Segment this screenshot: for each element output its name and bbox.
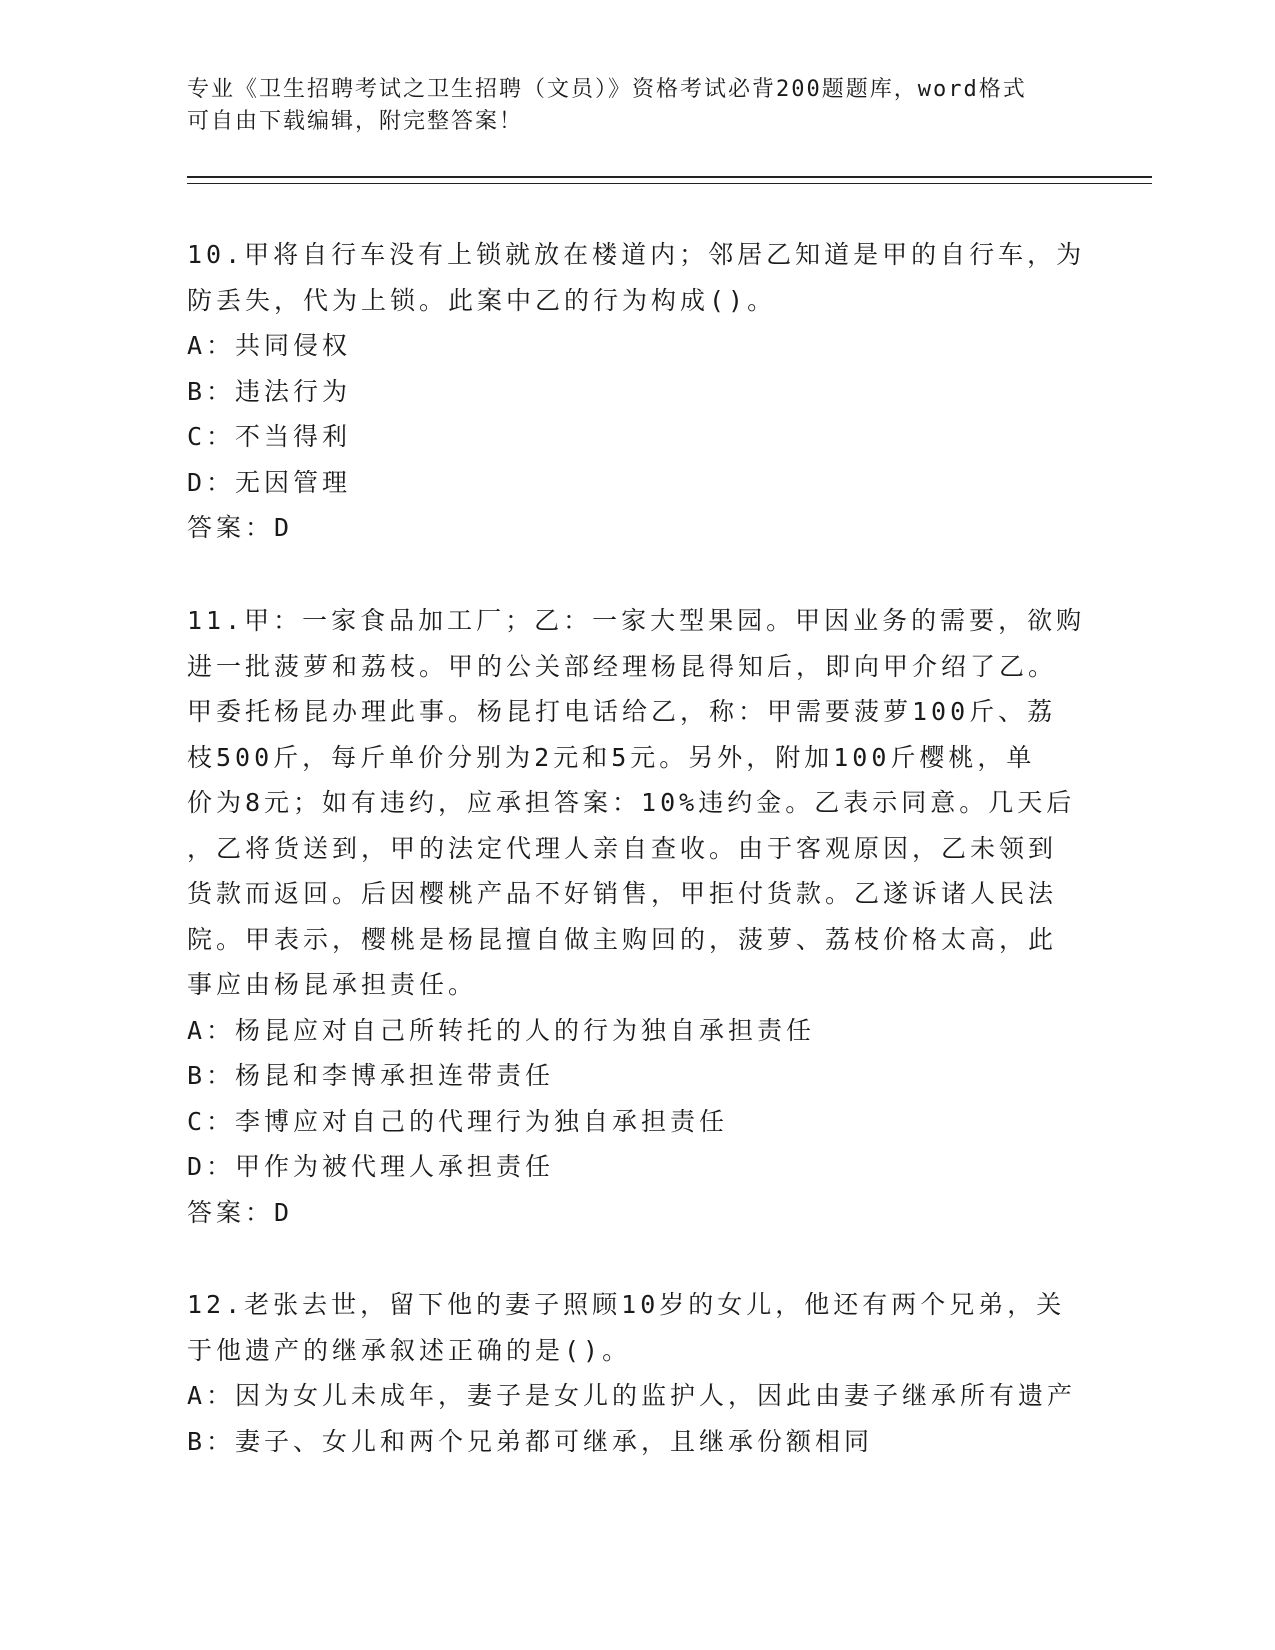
option-a: A：杨昆应对自己所转托的人的行为独自承担责任 (187, 1015, 816, 1045)
question-stem: 货款而返回。后因樱桃产品不好销售，甲拒付货款。乙遂诉诸人民法 (187, 879, 1058, 908)
question-11 (187, 598, 1086, 1235)
option-b: B：妻子、女儿和两个兄弟都可继承，且继承份额相同 (187, 1426, 874, 1456)
question-stem: 事应由杨昆承担责任。 (187, 970, 478, 999)
question-stem: 价为8元；如有违约，应承担答案：10%违约金。乙表示同意。几天后 (187, 788, 1076, 817)
option-d: D：无因管理 (187, 467, 352, 497)
question-stem: 12.老张去世，留下他的妻子照顾10岁的女儿，他还有两个兄弟，关 (187, 1290, 1066, 1319)
question-stem: 10.甲将自行车没有上锁就放在楼道内；邻居乙知道是甲的自行车，为 (187, 240, 1086, 269)
option-b: B：杨昆和李博承担连带责任 (187, 1061, 555, 1090)
question-stem: 防丢失，代为上锁。此案中乙的行为构成()。 (187, 285, 777, 315)
question-stem: 院。甲表示，樱桃是杨昆擅自做主购回的，菠萝、荔枝价格太高，此 (187, 924, 1058, 954)
question-10 (187, 232, 1086, 551)
header-line: 可自由下载编辑，附完整答案！ (187, 109, 524, 134)
question-stem: 于他遗产的继承叙述正确的是()。 (187, 1335, 632, 1365)
question-12 (187, 1282, 1077, 1464)
option-b: B：违法行为 (187, 376, 352, 406)
option-a: A：共同侵权 (187, 331, 352, 360)
question-stem: 枝500斤，每斤单价分别为2元和5元。另外，附加100斤樱桃，单 (187, 742, 1036, 772)
option-c: C：不当得利 (187, 422, 352, 451)
option-a: A：因为女儿未成年，妻子是女儿的监护人，因此由妻子继承所有遗产 (187, 1381, 1077, 1410)
header-line: 专业《卫生招聘考试之卫生招聘（文员）》资格考试必背200题题库，word格式 (187, 77, 1027, 102)
option-c: C：李博应对自己的代理行为独自承担责任 (187, 1106, 729, 1136)
document-header (187, 74, 1087, 138)
question-stem: 甲委托杨昆办理此事。杨昆打电话给乙，称：甲需要菠萝100斤、荔 (187, 697, 1057, 726)
answer-line: 答案：D (187, 513, 294, 542)
question-stem: ，乙将货送到，甲的法定代理人亲自查收。由于客观原因，乙未领到 (187, 833, 1058, 863)
question-stem: 11.甲：一家食品加工厂；乙：一家大型果园。甲因业务的需要，欲购 (187, 606, 1086, 635)
question-stem: 进一批菠萝和荔枝。甲的公关部经理杨昆得知后，即向甲介绍了乙。 (187, 651, 1058, 681)
answer-line: 答案：D (187, 1197, 294, 1227)
option-d: D：甲作为被代理人承担责任 (187, 1152, 555, 1181)
header-divider (187, 176, 1152, 184)
